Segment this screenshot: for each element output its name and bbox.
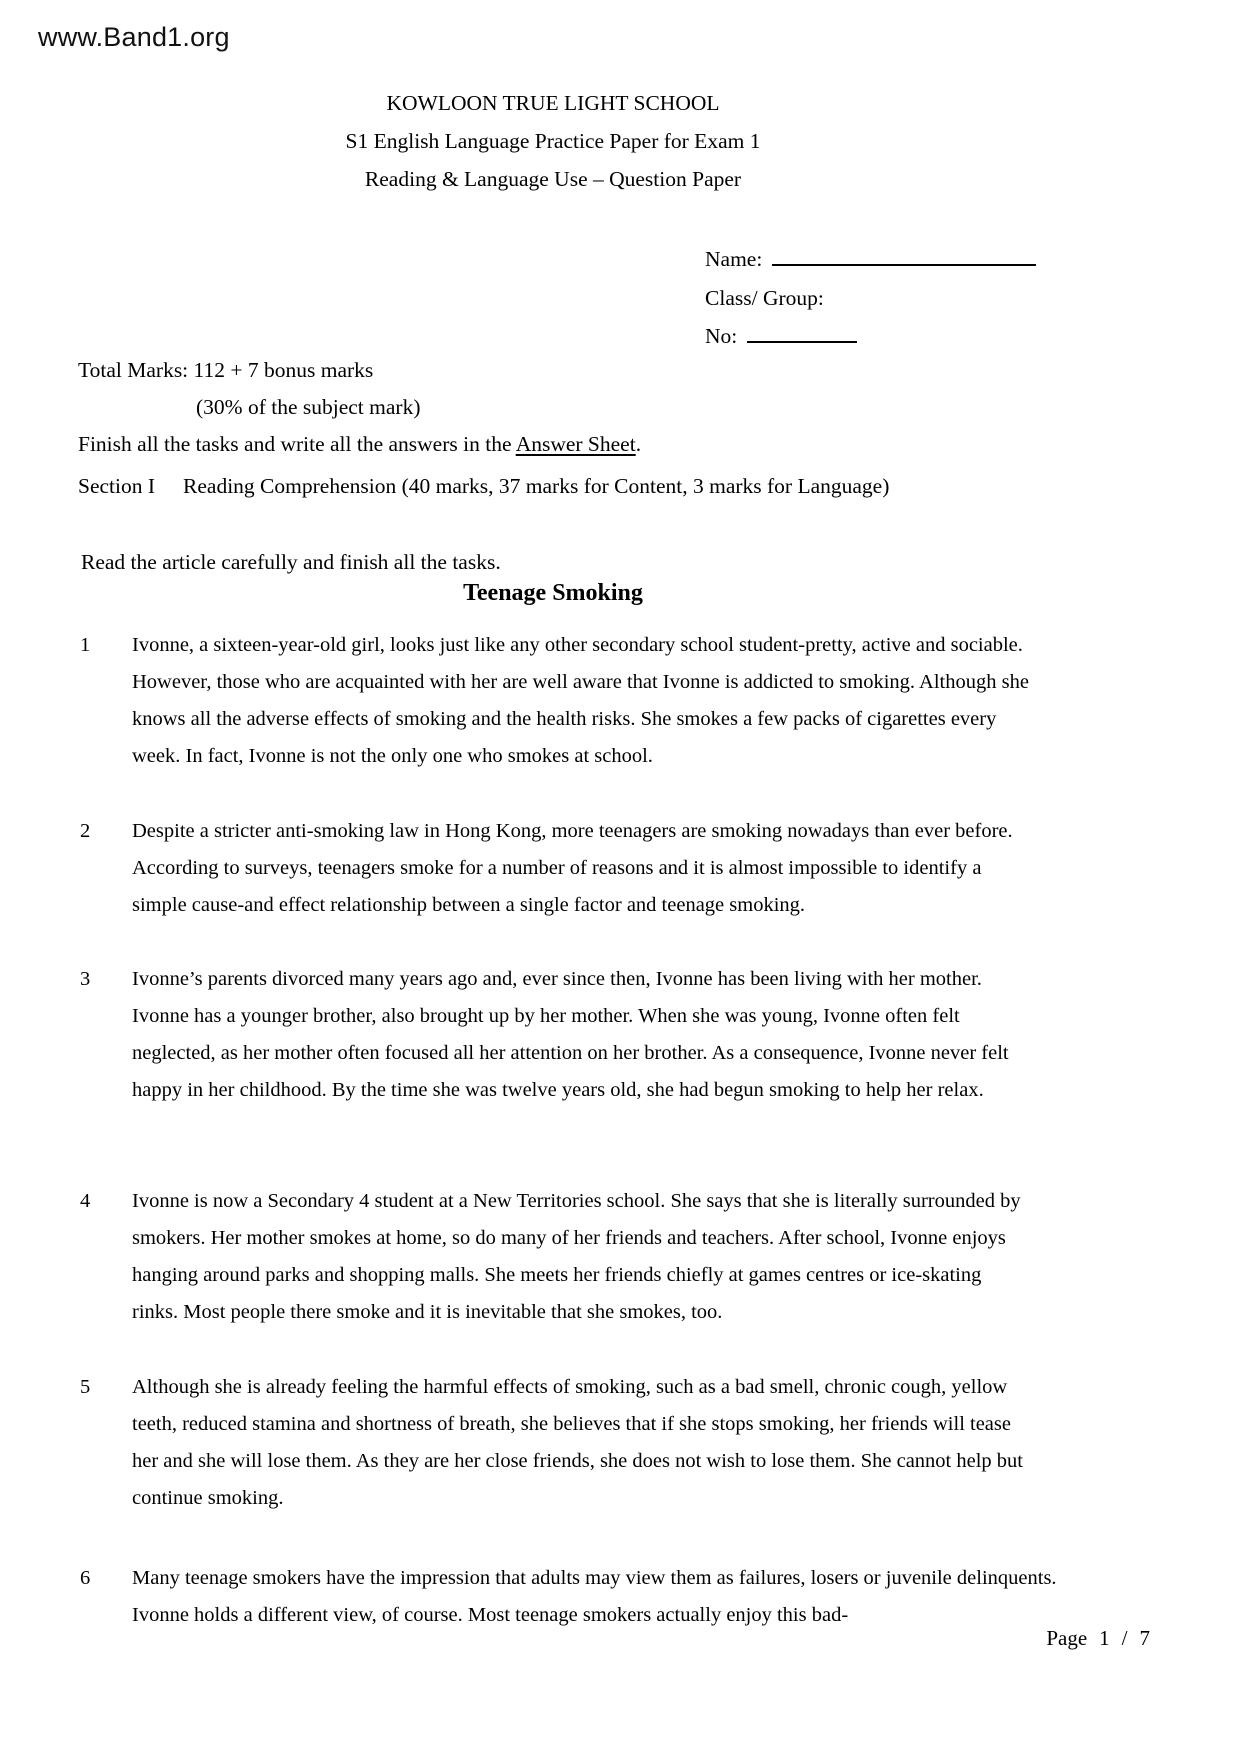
paragraph-text: Despite a stricter anti-smoking law in Hong Kong, more teenagers are smoking nowadays than ever before. According to surveys, teenagers smoke for a number of reasons and it is almost impossible to identify a simple cause-and effect relationship between a single factor and teenage smoking.: [132, 820, 1013, 916]
student-info-block: [705, 240, 1036, 356]
total-marks: Total Marks: 112 + 7 bonus marks: [78, 358, 374, 382]
footer-page-label: Page: [1046, 1626, 1088, 1650]
footer-total-pages: 7: [1139, 1626, 1150, 1650]
no-fill-line: [747, 321, 857, 343]
article-paragraph: [80, 1369, 1032, 1517]
paper-header: [80, 84, 1026, 198]
article-title: Teenage Smoking: [463, 580, 643, 606]
article-paragraph: [80, 627, 1032, 775]
paragraph-number: 3: [80, 968, 91, 990]
school-name: KOWLOON TRUE LIGHT SCHOOL: [386, 91, 720, 115]
article-paragraph: [80, 1183, 1032, 1331]
paragraph-number: 4: [80, 1190, 91, 1212]
paragraph-text: Ivonne is now a Secondary 4 student at a New Territories school. She says that she is literally surrounded by smokers. Her mother smokes at home, so do many of her friends and teachers. After school, Ivonne enjoys hanging around parks and shopping malls. She meets her friends chiefly at games centres or ice-skating rinks. Most people there smoke and it is inevitable that she smokes, too.: [132, 1190, 1021, 1323]
finish-instruction-suffix: .: [635, 432, 642, 456]
section-description: Reading Comprehension (40 marks, 37 marks for Content, 3 marks for Language): [183, 474, 890, 498]
class-group-line: [705, 279, 1036, 318]
article-paragraph: [80, 813, 1032, 924]
paragraph-number: 2: [80, 820, 91, 842]
subject-mark-note: (30% of the subject mark): [196, 395, 421, 419]
finish-instruction-prefix: Finish all the tasks and write all the answers in the: [78, 432, 516, 456]
article-paragraph: [80, 1560, 1072, 1634]
answer-sheet-reference: Answer Sheet: [515, 432, 636, 456]
paragraph-text: Ivonne, a sixteen-year-old girl, looks just like any other secondary school student-pretty, active and sociable. However, those who are acquainted with her are well aware that Ivonne is addicted to smoking. Although she knows all the adverse effects of smoking and the health risks. She smokes a few packs of cigarettes every week. In fact, Ivonne is not the only one who smokes at school.: [132, 634, 1029, 767]
class-group-label: Class/ Group:: [705, 285, 824, 310]
no-line: [705, 317, 1036, 356]
section-heading: [78, 468, 889, 505]
name-line: [705, 240, 1036, 279]
name-label: Name:: [705, 247, 763, 271]
site-watermark: www.Band1.org: [38, 22, 230, 52]
finish-instruction: [78, 426, 889, 463]
name-fill-line: [772, 244, 1036, 266]
paper-title: S1 English Language Practice Paper for Exam 1: [345, 129, 761, 153]
section-label: Section I: [78, 474, 156, 498]
footer-separator: /: [1121, 1626, 1128, 1650]
read-instruction: Read the article carefully and finish all the tasks.: [81, 550, 501, 574]
paragraph-number: 5: [80, 1376, 91, 1398]
paragraph-text: Many teenage smokers have the impression that adults may view them as failures, losers or juvenile delinquents. Ivonne holds a different view, of course. Most teenage smokers actually enjoy this bad-: [132, 1567, 1057, 1626]
paper-subtitle: Reading & Language Use – Question Paper: [364, 167, 742, 191]
footer-page-number: 1: [1099, 1626, 1110, 1650]
paragraph-text: Ivonne’s parents divorced many years ago and, ever since then, Ivonne has been living with her mother. Ivonne has a younger brother, also brought up by her mother. When she was young, Ivonne often felt neglected, as her mother often focused all her attention on her brother. As a consequence, Ivonne never felt happy in her childhood. By the time she was twelve years old, she had begun smoking to help her relax.: [132, 968, 1009, 1101]
no-label: No:: [705, 324, 738, 348]
article-paragraph: [80, 961, 1032, 1109]
page-footer: [1046, 1626, 1150, 1651]
instructions-block: [78, 352, 889, 505]
paragraph-number: 1: [80, 634, 91, 656]
paragraph-number: 6: [80, 1567, 91, 1589]
paragraph-text: Although she is already feeling the harmful effects of smoking, such as a bad smell, chronic cough, yellow teeth, reduced stamina and shortness of breath, she believes that if she stops smoking, her friends will tease her and she will lose them. As they are her close friends, she does not wish to lose them. She cannot help but continue smoking.: [132, 1376, 1023, 1509]
